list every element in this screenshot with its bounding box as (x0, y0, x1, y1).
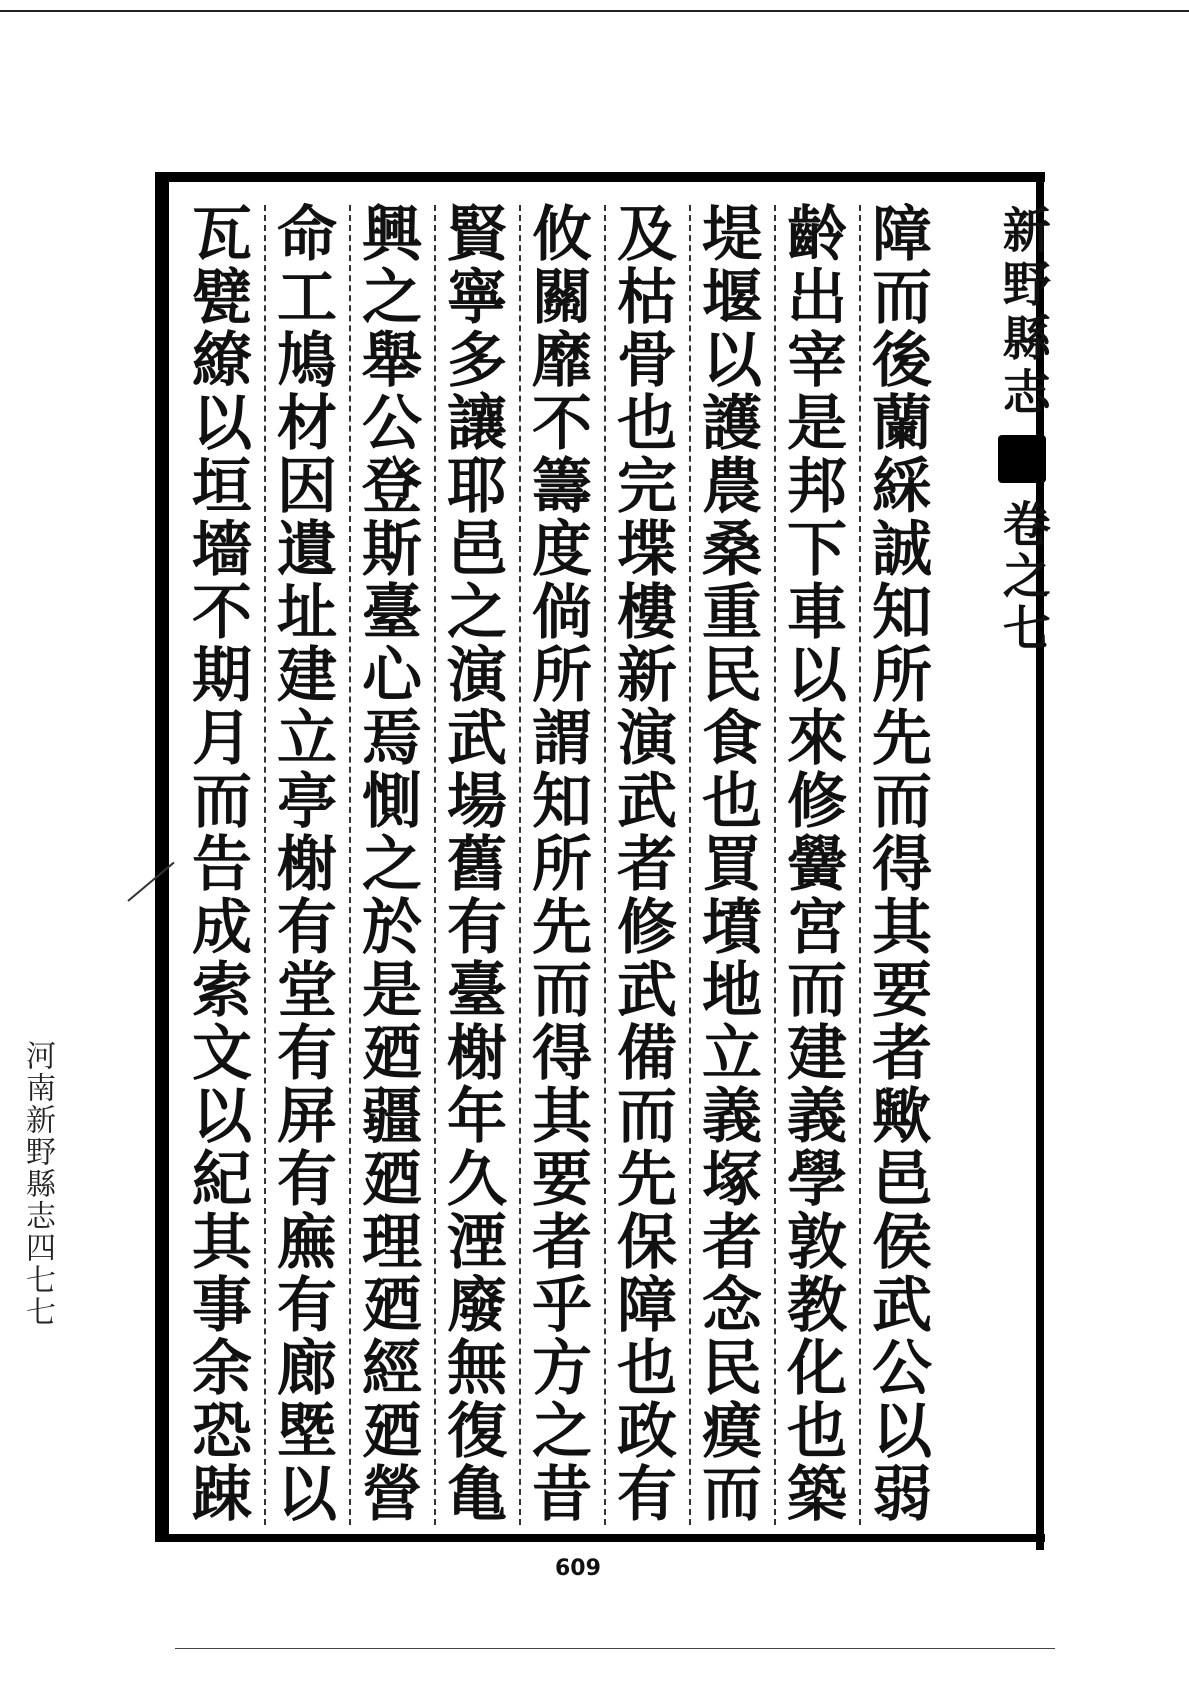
character: 堞 (617, 515, 677, 585)
character: 築 (787, 1460, 847, 1530)
character: 地 (702, 956, 762, 1026)
character: 營 (362, 1460, 422, 1530)
character: 修 (787, 767, 847, 837)
character: 建 (277, 641, 337, 711)
character: 無 (447, 1334, 507, 1404)
character: 障 (872, 200, 932, 270)
character: 其 (872, 893, 932, 963)
character: 弱 (872, 1460, 932, 1530)
fishtail-mark (998, 435, 1046, 483)
character: 鳩 (277, 326, 337, 396)
text-column (777, 200, 857, 1530)
text-column (267, 200, 347, 1530)
character: 經 (362, 1334, 422, 1404)
text-column (437, 200, 517, 1530)
character: 化 (787, 1334, 847, 1404)
character: 完 (617, 452, 677, 522)
character: 民 (702, 1334, 762, 1404)
character: 以 (787, 641, 847, 711)
character: 學 (787, 1145, 847, 1215)
character: 多 (447, 326, 507, 396)
column-separator (774, 205, 776, 1525)
character: 也 (617, 389, 677, 459)
character: 是 (362, 956, 422, 1026)
character: 宮 (787, 893, 847, 963)
character: 綵 (872, 452, 932, 522)
character: 昔 (532, 1460, 592, 1530)
character: 邑 (872, 1145, 932, 1215)
character: 關 (532, 263, 592, 333)
character: 期 (192, 641, 252, 711)
column-separator (434, 205, 436, 1525)
character: 武 (447, 704, 507, 774)
character: 民 (702, 641, 762, 711)
text-column (692, 200, 772, 1530)
character: 攸 (532, 200, 592, 270)
character: 工 (277, 263, 337, 333)
character: 余 (192, 1334, 252, 1404)
character: 堤 (702, 200, 762, 270)
character: 有 (447, 893, 507, 963)
character: 車 (787, 578, 847, 648)
character: 榭 (277, 830, 337, 900)
text-column (522, 200, 602, 1530)
character: 廡 (277, 1208, 337, 1278)
character: 新 (617, 641, 677, 711)
character: 而 (702, 1460, 762, 1530)
character: 公 (362, 389, 422, 459)
character: 是 (787, 389, 847, 459)
column-separator (264, 205, 266, 1525)
character: 塚 (702, 1145, 762, 1215)
character: 材 (277, 389, 337, 459)
character: 所 (532, 641, 592, 711)
text-column (352, 200, 432, 1530)
character: 舊 (447, 830, 507, 900)
character: 枯 (617, 263, 677, 333)
character: 墻 (192, 515, 252, 585)
character: 址 (277, 578, 337, 648)
character: 月 (192, 704, 252, 774)
character: 垣 (192, 452, 252, 522)
character: 樓 (617, 578, 677, 648)
character: 謂 (532, 704, 592, 774)
character: 政 (617, 1397, 677, 1467)
character: 義 (702, 1082, 762, 1152)
character: 湮 (447, 1208, 507, 1278)
character: 舉 (362, 326, 422, 396)
character: 障 (617, 1271, 677, 1341)
character: 宰 (787, 326, 847, 396)
character: 桑 (702, 515, 762, 585)
character: 先 (872, 704, 932, 774)
character: 建 (787, 1019, 847, 1089)
character: 食 (702, 704, 762, 774)
character: 有 (277, 1019, 337, 1089)
character: 及 (617, 200, 677, 270)
character: 廼 (362, 1145, 422, 1215)
character: 因 (277, 452, 337, 522)
character: 瓦 (192, 200, 252, 270)
character: 於 (362, 893, 422, 963)
character: 讓 (447, 389, 507, 459)
character: 方 (532, 1334, 592, 1404)
character: 者 (532, 1208, 592, 1278)
character: 知 (532, 767, 592, 837)
bottom-rule (175, 1648, 1055, 1649)
character: 保 (617, 1208, 677, 1278)
character: 久 (447, 1145, 507, 1215)
character: 蘭 (872, 389, 932, 459)
character: 理 (362, 1208, 422, 1278)
character: 所 (872, 641, 932, 711)
character: 斯 (362, 515, 422, 585)
character: 繚 (192, 326, 252, 396)
character: 演 (447, 641, 507, 711)
character: 紀 (192, 1145, 252, 1215)
character: 之 (532, 1397, 592, 1467)
character: 亭 (277, 767, 337, 837)
character: 得 (872, 830, 932, 900)
text-column (862, 200, 942, 1530)
character: 登 (362, 452, 422, 522)
character: 重 (702, 578, 762, 648)
character: 廢 (447, 1271, 507, 1341)
character: 興 (362, 200, 422, 270)
character: 索 (192, 956, 252, 1026)
character: 誠 (872, 515, 932, 585)
character: 不 (532, 389, 592, 459)
character: 備 (617, 1019, 677, 1089)
character: 公 (872, 1334, 932, 1404)
character: 年 (447, 1082, 507, 1152)
character: 教 (787, 1271, 847, 1341)
character: 也 (617, 1334, 677, 1404)
character: 其 (192, 1208, 252, 1278)
column-separator (859, 205, 861, 1525)
character: 踈 (192, 1460, 252, 1530)
character: 以 (192, 1082, 252, 1152)
character: 有 (277, 893, 337, 963)
character: 墳 (702, 893, 762, 963)
character: 度 (532, 515, 592, 585)
character: 之 (362, 830, 422, 900)
character: 其 (532, 1082, 592, 1152)
character: 之 (362, 263, 422, 333)
character: 事 (192, 1271, 252, 1341)
character: 念 (702, 1271, 762, 1341)
character: 而 (532, 956, 592, 1026)
character: 命 (277, 200, 337, 270)
running-header (992, 205, 1052, 655)
character: 有 (617, 1460, 677, 1530)
character: 黌 (787, 830, 847, 900)
character: 後 (872, 326, 932, 396)
character: 不 (192, 578, 252, 648)
character: 歟 (872, 1082, 932, 1152)
character: 侯 (872, 1208, 932, 1278)
character: 所 (532, 830, 592, 900)
character: 農 (702, 452, 762, 522)
character: 之 (447, 578, 507, 648)
character: 臺 (362, 578, 422, 648)
character: 賢 (447, 200, 507, 270)
character: 演 (617, 704, 677, 774)
character: 場 (447, 767, 507, 837)
character: 立 (702, 1019, 762, 1089)
character: 護 (702, 389, 762, 459)
character: 寧 (447, 263, 507, 333)
character: 義 (787, 1082, 847, 1152)
character: 乎 (532, 1271, 592, 1341)
side-note: 河南新野縣志四七七 (20, 1040, 55, 1328)
character: 廼 (362, 1271, 422, 1341)
character: 下 (787, 515, 847, 585)
column-separator (689, 205, 691, 1525)
column-separator (349, 205, 351, 1525)
character: 來 (787, 704, 847, 774)
volume-label: 卷之七 (994, 499, 1051, 655)
top-rule (0, 10, 1189, 12)
character: 者 (872, 1019, 932, 1089)
character: 修 (617, 893, 677, 963)
character: 也 (702, 767, 762, 837)
character: 邑 (447, 515, 507, 585)
character: 甓 (192, 263, 252, 333)
column-separator (519, 205, 521, 1525)
character: 復 (447, 1397, 507, 1467)
character: 邦 (787, 452, 847, 522)
character: 以 (192, 389, 252, 459)
character: 而 (787, 956, 847, 1026)
character: 籌 (532, 452, 592, 522)
character: 者 (617, 830, 677, 900)
character: 而 (872, 263, 932, 333)
character: 成 (192, 893, 252, 963)
page-number: 609 (555, 1556, 601, 1581)
character: 以 (702, 326, 762, 396)
text-column (607, 200, 687, 1530)
character: 廊 (277, 1334, 337, 1404)
character: 先 (532, 893, 592, 963)
character: 有 (277, 1145, 337, 1215)
character: 屏 (277, 1082, 337, 1152)
character: 瘼 (702, 1397, 762, 1467)
character: 惻 (362, 767, 422, 837)
character: 敦 (787, 1208, 847, 1278)
column-separator (604, 205, 606, 1525)
character: 而 (192, 767, 252, 837)
character: 得 (532, 1019, 592, 1089)
character: 武 (617, 767, 677, 837)
character: 廼 (362, 1397, 422, 1467)
character: 耶 (447, 452, 507, 522)
character: 遺 (277, 515, 337, 585)
character: 先 (617, 1145, 677, 1215)
character: 臺 (447, 956, 507, 1026)
character: 有 (277, 1271, 337, 1341)
character: 心 (362, 641, 422, 711)
character: 靡 (532, 326, 592, 396)
character: 武 (617, 956, 677, 1026)
character: 焉 (362, 704, 422, 774)
character: 文 (192, 1019, 252, 1089)
character: 堰 (702, 263, 762, 333)
character: 榭 (447, 1019, 507, 1089)
character: 齡 (787, 200, 847, 270)
character: 恐 (192, 1397, 252, 1467)
character: 而 (872, 767, 932, 837)
character: 者 (702, 1208, 762, 1278)
character: 立 (277, 704, 337, 774)
character: 要 (532, 1145, 592, 1215)
character: 以 (872, 1397, 932, 1467)
character: 骨 (617, 326, 677, 396)
character: 塈 (277, 1397, 337, 1467)
character: 買 (702, 830, 762, 900)
book-title: 新野縣志 (994, 205, 1051, 421)
character: 倘 (532, 578, 592, 648)
character: 亀 (447, 1460, 507, 1530)
character: 疆 (362, 1082, 422, 1152)
character: 堂 (277, 956, 337, 1026)
character: 告 (192, 830, 252, 900)
character: 以 (277, 1460, 337, 1530)
character: 廼 (362, 1019, 422, 1089)
character: 武 (872, 1271, 932, 1341)
character: 而 (617, 1082, 677, 1152)
text-column (182, 200, 262, 1530)
character: 也 (787, 1397, 847, 1467)
character: 要 (872, 956, 932, 1026)
character: 知 (872, 578, 932, 648)
character: 出 (787, 263, 847, 333)
